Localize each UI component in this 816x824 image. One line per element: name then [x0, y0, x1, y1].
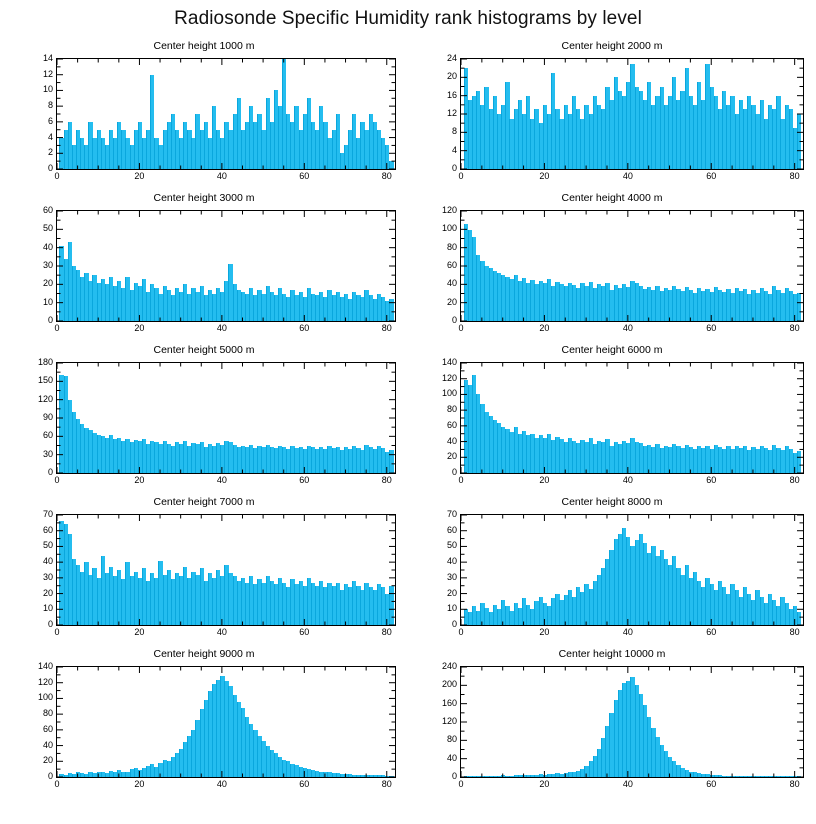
x-tick-label: 20 [539, 475, 550, 485]
y-tick-label: 140 [37, 661, 53, 671]
y-tick-label: 50 [42, 223, 53, 234]
chart-panel [408, 344, 816, 496]
x-tick-label: 40 [216, 171, 227, 181]
y-tick-label: 140 [441, 357, 457, 367]
x-tick-label: 0 [54, 627, 60, 637]
y-tick-label: 120 [37, 393, 53, 404]
y-tick-label: 10 [42, 296, 53, 307]
panel-grid [0, 40, 816, 824]
chart-panel [0, 192, 408, 344]
y-tick-label: 200 [441, 679, 457, 690]
x-tick-label: 60 [299, 779, 310, 789]
y-tick-label: 80 [42, 708, 53, 719]
panel-title: Center height 1000 m [153, 40, 255, 52]
x-tick-label: 60 [706, 171, 717, 181]
panel-title: Center height 6000 m [561, 344, 663, 356]
y-tick-label: 20 [42, 278, 53, 289]
x-tick-label: 80 [789, 323, 800, 333]
x-tick-label: 20 [134, 779, 145, 789]
x-tick-label: 80 [789, 779, 800, 789]
panel-title: Center height 2000 m [561, 40, 663, 52]
x-tick-label: 60 [299, 627, 310, 637]
panel-title: Center height 7000 m [153, 496, 255, 508]
y-tick-label: 60 [446, 260, 457, 270]
axis-ticks [408, 496, 816, 648]
y-tick-label: 4 [451, 144, 457, 155]
y-tick-label: 0 [451, 163, 457, 173]
x-tick-label: 20 [134, 475, 145, 485]
chart-panel [0, 496, 408, 648]
y-tick-label: 60 [446, 524, 457, 535]
y-tick-label: 20 [446, 71, 457, 82]
y-tick-label: 20 [446, 451, 457, 462]
x-tick-label: 80 [381, 475, 392, 485]
y-tick-label: 30 [42, 571, 53, 582]
y-tick-label: 0 [47, 467, 53, 477]
x-tick-label: 60 [706, 779, 717, 789]
y-tick-label: 60 [42, 524, 53, 535]
x-tick-label: 20 [539, 323, 550, 333]
y-tick-label: 100 [441, 223, 457, 234]
y-tick-label: 24 [446, 53, 457, 63]
y-tick-label: 0 [451, 771, 457, 781]
axis-ticks [0, 40, 408, 192]
x-tick-label: 60 [706, 627, 717, 637]
x-tick-label: 40 [622, 627, 633, 637]
y-tick-label: 50 [42, 540, 53, 551]
y-tick-label: 12 [42, 68, 53, 79]
figure-title: Radiosonde Specific Humidity rank histograms by level [174, 8, 642, 29]
y-tick-label: 30 [446, 571, 457, 582]
y-tick-label: 0 [47, 315, 53, 325]
y-tick-label: 0 [47, 163, 53, 173]
x-tick-label: 40 [216, 323, 227, 333]
x-tick-label: 0 [458, 475, 464, 485]
x-tick-label: 0 [54, 171, 60, 181]
x-tick-label: 20 [539, 779, 550, 789]
panel-title: Center height 10000 m [558, 648, 666, 660]
y-tick-label: 40 [42, 556, 53, 567]
x-tick-label: 80 [789, 475, 800, 485]
x-tick-label: 40 [622, 171, 633, 181]
x-tick-label: 0 [458, 171, 464, 181]
chart-panel [408, 496, 816, 648]
y-tick-label: 80 [446, 404, 457, 415]
x-tick-label: 0 [54, 475, 60, 485]
y-tick-label: 80 [446, 241, 457, 252]
y-tick-label: 6 [47, 115, 53, 126]
y-tick-label: 40 [42, 241, 53, 252]
x-tick-label: 80 [789, 627, 800, 637]
chart-panel [408, 40, 816, 192]
x-tick-label: 0 [458, 779, 464, 789]
panel-title: Center height 3000 m [153, 192, 255, 204]
x-tick-label: 40 [216, 779, 227, 789]
y-tick-label: 30 [42, 260, 53, 270]
x-tick-label: 80 [381, 779, 392, 789]
y-tick-label: 80 [446, 734, 457, 745]
x-tick-label: 40 [216, 627, 227, 637]
axis-ticks [0, 648, 408, 800]
y-tick-label: 10 [42, 603, 53, 614]
x-tick-label: 80 [789, 171, 800, 181]
y-tick-label: 70 [42, 509, 53, 519]
panel-title: Center height 4000 m [561, 192, 663, 204]
x-tick-label: 80 [381, 323, 392, 333]
y-tick-label: 100 [37, 692, 53, 703]
chart-panel [0, 40, 408, 192]
y-tick-label: 0 [451, 619, 457, 629]
axis-ticks [0, 344, 408, 496]
y-tick-label: 100 [441, 388, 457, 399]
x-tick-label: 60 [706, 475, 717, 485]
x-tick-label: 0 [54, 779, 60, 789]
y-tick-label: 60 [42, 205, 53, 215]
axis-ticks [408, 40, 816, 192]
y-tick-label: 40 [446, 556, 457, 567]
axis-ticks [408, 192, 816, 344]
y-tick-label: 50 [446, 540, 457, 551]
y-tick-label: 160 [441, 697, 457, 708]
chart-panel [0, 648, 408, 800]
y-tick-label: 240 [441, 661, 457, 671]
chart-panel [408, 648, 816, 800]
y-tick-label: 150 [37, 375, 53, 386]
x-tick-label: 80 [381, 627, 392, 637]
x-tick-label: 40 [622, 475, 633, 485]
y-tick-label: 20 [446, 587, 457, 598]
y-tick-label: 180 [37, 357, 53, 367]
x-tick-label: 0 [458, 323, 464, 333]
x-tick-label: 40 [216, 475, 227, 485]
y-tick-label: 8 [47, 100, 53, 111]
x-tick-label: 40 [622, 779, 633, 789]
y-tick-label: 14 [42, 53, 53, 63]
y-tick-label: 2 [47, 147, 53, 158]
y-tick-label: 8 [451, 126, 457, 137]
y-tick-label: 40 [446, 435, 457, 446]
x-tick-label: 40 [622, 323, 633, 333]
y-tick-label: 20 [42, 587, 53, 598]
y-tick-label: 4 [47, 131, 53, 142]
x-tick-label: 60 [706, 323, 717, 333]
y-tick-label: 0 [451, 467, 457, 477]
y-tick-label: 12 [446, 108, 457, 118]
y-tick-label: 16 [446, 89, 457, 100]
x-tick-label: 80 [381, 171, 392, 181]
panel-title: Center height 8000 m [561, 496, 663, 508]
x-tick-label: 60 [299, 475, 310, 485]
y-tick-label: 30 [42, 448, 53, 459]
chart-panel [408, 192, 816, 344]
y-tick-label: 70 [446, 509, 457, 519]
x-tick-label: 20 [539, 627, 550, 637]
y-tick-label: 120 [37, 676, 53, 687]
y-tick-label: 40 [446, 752, 457, 763]
y-tick-label: 40 [446, 278, 457, 289]
x-tick-label: 60 [299, 171, 310, 181]
y-tick-label: 10 [446, 603, 457, 614]
chart-panel [0, 344, 408, 496]
y-tick-label: 120 [441, 372, 457, 383]
x-tick-label: 20 [134, 323, 145, 333]
axis-ticks [0, 496, 408, 648]
axis-ticks [408, 648, 816, 800]
y-tick-label: 120 [441, 716, 457, 726]
axis-ticks [408, 344, 816, 496]
axis-ticks [0, 192, 408, 344]
y-tick-label: 20 [42, 755, 53, 766]
y-tick-label: 0 [451, 315, 457, 325]
x-tick-label: 20 [539, 171, 550, 181]
y-tick-label: 120 [441, 205, 457, 215]
y-tick-label: 20 [446, 296, 457, 307]
x-tick-label: 60 [299, 323, 310, 333]
y-tick-label: 0 [47, 619, 53, 629]
y-tick-label: 0 [47, 771, 53, 781]
y-tick-label: 10 [42, 84, 53, 95]
x-tick-label: 20 [134, 627, 145, 637]
y-tick-label: 60 [42, 430, 53, 441]
y-tick-label: 40 [42, 739, 53, 750]
x-tick-label: 20 [134, 171, 145, 181]
y-tick-label: 60 [42, 723, 53, 734]
y-tick-label: 60 [446, 419, 457, 430]
panel-title: Center height 9000 m [153, 648, 255, 660]
y-tick-label: 90 [42, 412, 53, 422]
x-tick-label: 0 [54, 323, 60, 333]
panel-title: Center height 5000 m [153, 344, 255, 356]
x-tick-label: 0 [458, 627, 464, 637]
